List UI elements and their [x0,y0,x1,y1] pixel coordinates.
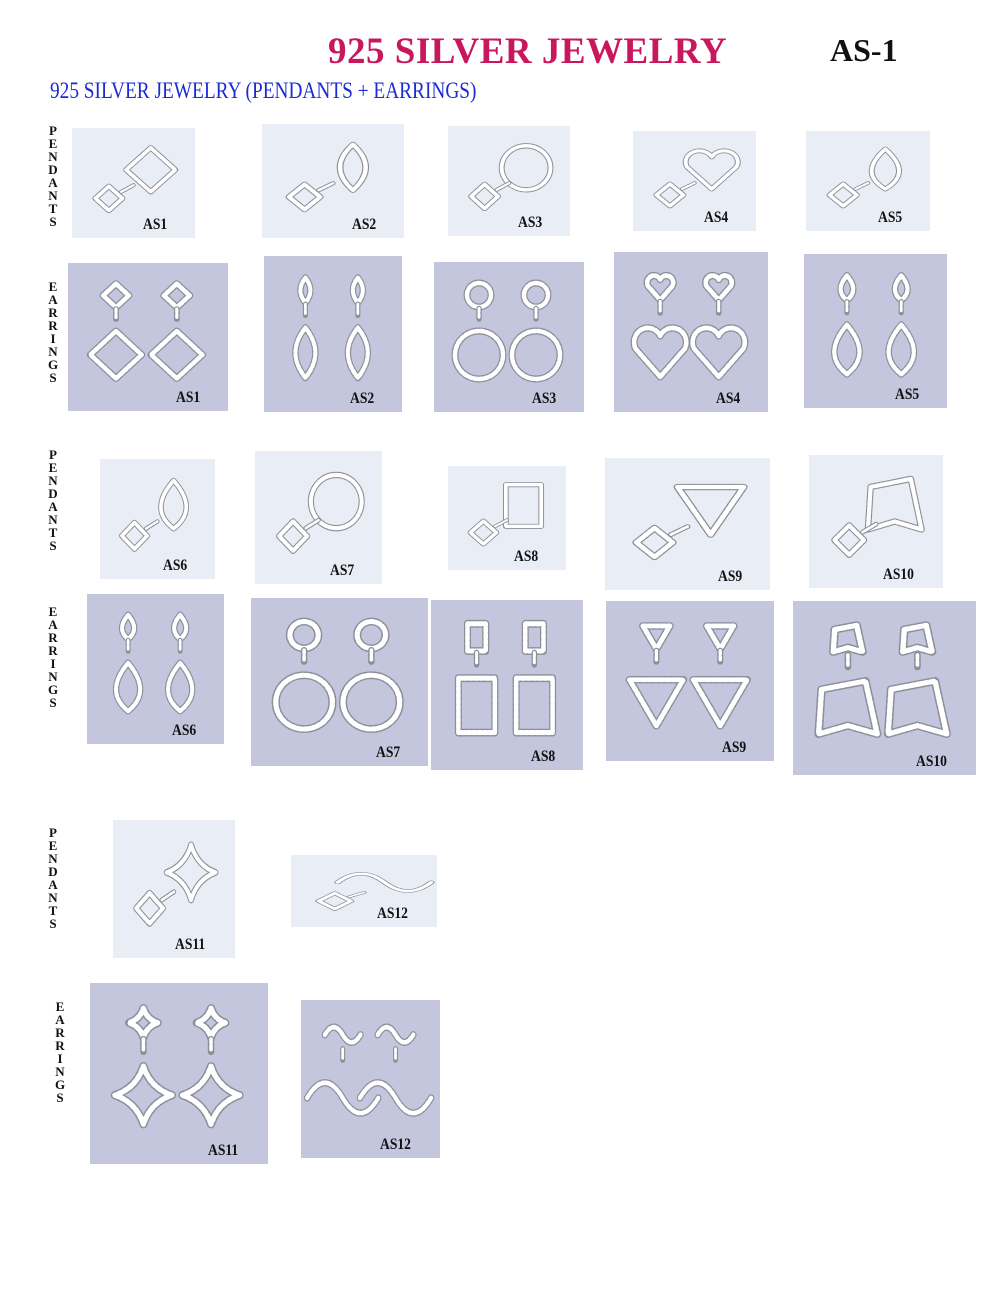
pendant-label: AS8 [514,548,539,565]
earring-label: AS11 [208,1142,239,1159]
earring-label: AS8 [531,748,556,765]
earring-label: AS10 [916,753,947,770]
pendant-photo-as1[interactable] [72,128,195,238]
pendant-image [255,451,382,584]
row-label-earrings-3: E A R R I N G S [54,999,66,1105]
catalog-code: AS-1 [830,32,898,68]
earring-image [87,594,224,744]
pendant-label: AS10 [883,566,914,583]
pendant-photo-as4[interactable] [633,131,756,231]
earring-image [804,254,947,408]
pendant-photo-as10[interactable] [809,455,943,588]
earring-image [606,601,774,761]
page-title: 925 SILVER JEWELRY [328,31,728,72]
earring-label: AS7 [376,744,401,761]
pendant-label: AS4 [704,209,729,226]
earring-label: AS12 [380,1136,411,1153]
earring-photo-as6[interactable] [87,594,224,744]
pendant-photo-as8[interactable] [448,466,566,570]
pendant-label: AS11 [175,936,206,953]
row-label-pendants-2: P E N D A N T S [48,447,58,553]
earring-photo-as9[interactable] [606,601,774,761]
earring-label: AS4 [716,390,741,407]
earring-image [793,601,976,775]
pendant-photo-as2[interactable] [262,124,404,238]
earring-label: AS3 [532,390,557,407]
pendant-image [72,128,195,238]
earring-photo-as1[interactable] [68,263,228,411]
earring-photo-as3[interactable] [434,262,584,412]
earring-image [434,262,584,412]
earring-label: AS1 [176,389,201,406]
pendant-image [100,459,215,579]
pendant-label: AS12 [377,905,408,922]
earring-image [301,1000,440,1158]
pendant-image [113,820,235,958]
earring-image [264,256,402,412]
row-label-earrings-2: E A R R I N G S [47,604,59,710]
pendant-photo-as7[interactable] [255,451,382,584]
earring-image [68,263,228,411]
pendant-image [605,458,770,590]
pendant-image [806,131,930,231]
pendant-photo-as5[interactable] [806,131,930,231]
earring-image [251,598,428,766]
earring-photo-as5[interactable] [804,254,947,408]
earring-photo-as10[interactable] [793,601,976,775]
pendant-label: AS1 [143,216,168,233]
row-label-pendants-1: P E N D A N T S [48,123,58,229]
earring-photo-as8[interactable] [431,600,583,770]
pendant-label: AS9 [718,568,743,585]
pendant-image [448,126,570,236]
earring-photo-as11[interactable] [90,983,268,1164]
earring-photo-as12[interactable] [301,1000,440,1158]
earring-image [614,252,768,412]
pendant-image [291,855,437,927]
pendant-label: AS7 [330,562,355,579]
pendant-photo-as3[interactable] [448,126,570,236]
pendant-image [809,455,943,588]
earring-label: AS6 [172,722,197,739]
pendant-image [448,466,566,570]
pendant-image [262,124,404,238]
earring-image [431,600,583,770]
earring-label: AS9 [722,739,747,756]
pendant-label: AS2 [352,216,377,233]
pendant-image [633,131,756,231]
pendant-photo-as11[interactable] [113,820,235,958]
pendant-photo-as12[interactable] [291,855,437,927]
row-label-pendants-3: P E N D A N T S [48,825,58,931]
earring-label: AS2 [350,390,375,407]
pendant-label: AS6 [163,557,188,574]
pendant-label: AS5 [878,209,903,226]
page-subtitle: 925 SILVER JEWELRY (PENDANTS + EARRINGS) [50,78,477,103]
earring-photo-as7[interactable] [251,598,428,766]
row-label-earrings-1: E A R R I N G S [47,279,59,385]
earring-photo-as4[interactable] [614,252,768,412]
pendant-photo-as9[interactable] [605,458,770,590]
pendant-label: AS3 [518,214,543,231]
earring-image [90,983,268,1164]
pendant-photo-as6[interactable] [100,459,215,579]
earring-label: AS5 [895,386,920,403]
earring-photo-as2[interactable] [264,256,402,412]
